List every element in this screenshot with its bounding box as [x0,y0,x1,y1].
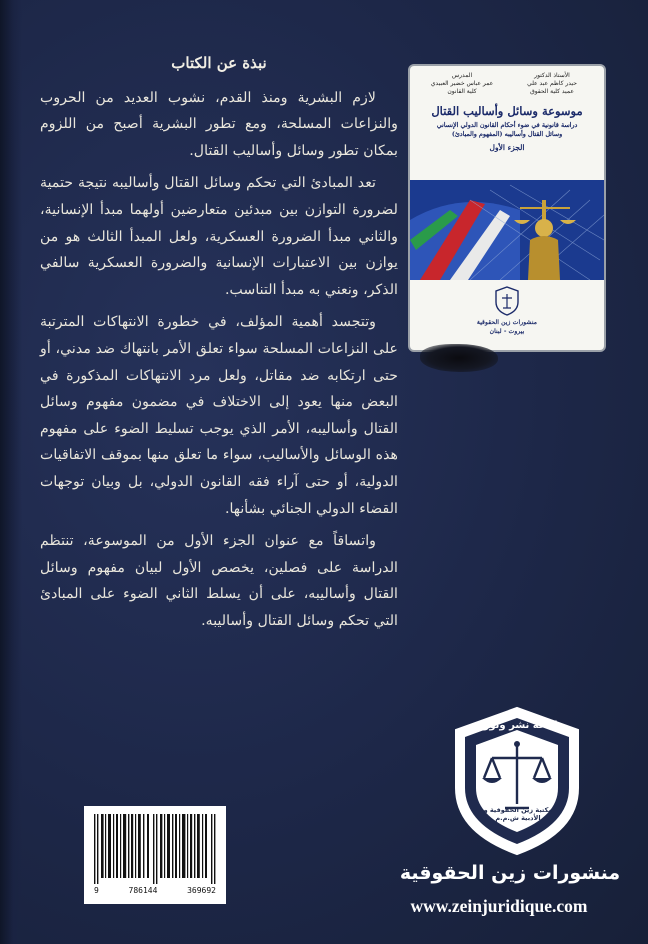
isbn-barcode [84,806,226,904]
front-cover-thumbnail [408,64,606,352]
barcode-digits [92,886,218,895]
spine-edge [0,0,22,944]
author-primary: الأستاذ الدكتور حيدر كاظم عبد علي عميد كلية الحقوق [527,72,577,95]
cover-artwork [410,180,604,280]
description-paragraph: واتساقاً مع عنوان الجزء الأول من الموسوعة، تنتظم الدراسة على فصلين، يخصص الأول لبيان مفهوم وسائل القتال وأساليبه، على أن يسلط الثاني الضوء على المبادئ التي تحكم وسائل القتال وأساليبه. [40,533,398,629]
book-description [40,50,398,640]
description-paragraph: وتتجسد أهمية المؤلف، في خطورة الانتهاكات المترتبة على النزاعات المسلحة سواء تعلق الأمر بانتهاك ضد مدني، أو حتى ارتكابه ضد مقاتل، ولعل مرد الانتهاكات المذكورة في البعض منها يعود إلى الاختلاف في مضمون مفهوم وسائل القتال وأساليبه، الأمر الذي يوجب تسليط الضوء على مفهوم هذه الوسائل والأساليب، سواء ما تعلق منها بموقف الاتفاقيات الدولية، أو حتى آراء فقه القانون الدولي، بل وبيان توجهات القضاء الدولي الجنائي بشأنها. [40,314,398,517]
thumbnail-publisher: منشورات زين الحقوقية بيروت - لبنان [476,319,538,335]
description-heading: نبذة عن الكتاب [171,54,267,72]
thumbnail-authors [410,66,604,96]
publisher-logo-small [494,286,520,316]
barcode-digit-group: 9 [94,886,99,895]
emblem-inner-text: مكتبة زين الحقوقية و الأدبية ش.م.م [483,806,553,822]
emblem-ring-text: طباعة نشر وتوزيع [473,720,563,731]
description-paragraph: تعد المبادئ التي تحكم وسائل القتال وأساليبه نتيجة حتمية لضرورة التوازن بين مبدئين متعارضين أولهما مبدأ الإنسانية، والثاني مبدأ الضرورة العسكرية، ولعل المبدأ الثالث هو من يوازن بين الاعتبارات الإنسانية والضرورة العسكرية سالفي الذكر، ونعني به مبدأ التناسب. [40,175,398,298]
barcode-digit-group: 369692 [187,886,216,895]
barcode-digit-group: 786144 [128,886,158,895]
ink-smudge [420,344,498,372]
thumbnail-subtitle: دراسة قانونية في ضوء أحكام القانون الدولي الإنساني وسائل القتال وأساليبه (المفهوم والمبادئ) [436,122,578,138]
description-paragraph: لازم البشرية ومنذ القدم، نشوب العديد من الحروب والنزاعات المسلحة، ومع تطور البشرية أصبح من اللزوم بمكان تطور وسائل وأساليب القتال. [40,89,398,159]
publisher-name: منشورات زين الحقوقية [399,862,621,884]
author-secondary: المدرس عمر عباس خضير العبيدي كلية القانون [430,72,494,95]
publisher-website: www.zeinjuridique.com [410,896,588,916]
thumbnail-title: موسوعة وسائل وأساليب القتال [431,104,583,118]
thumbnail-part: الجزء الأول [489,143,525,152]
barcode-bars [92,814,218,884]
